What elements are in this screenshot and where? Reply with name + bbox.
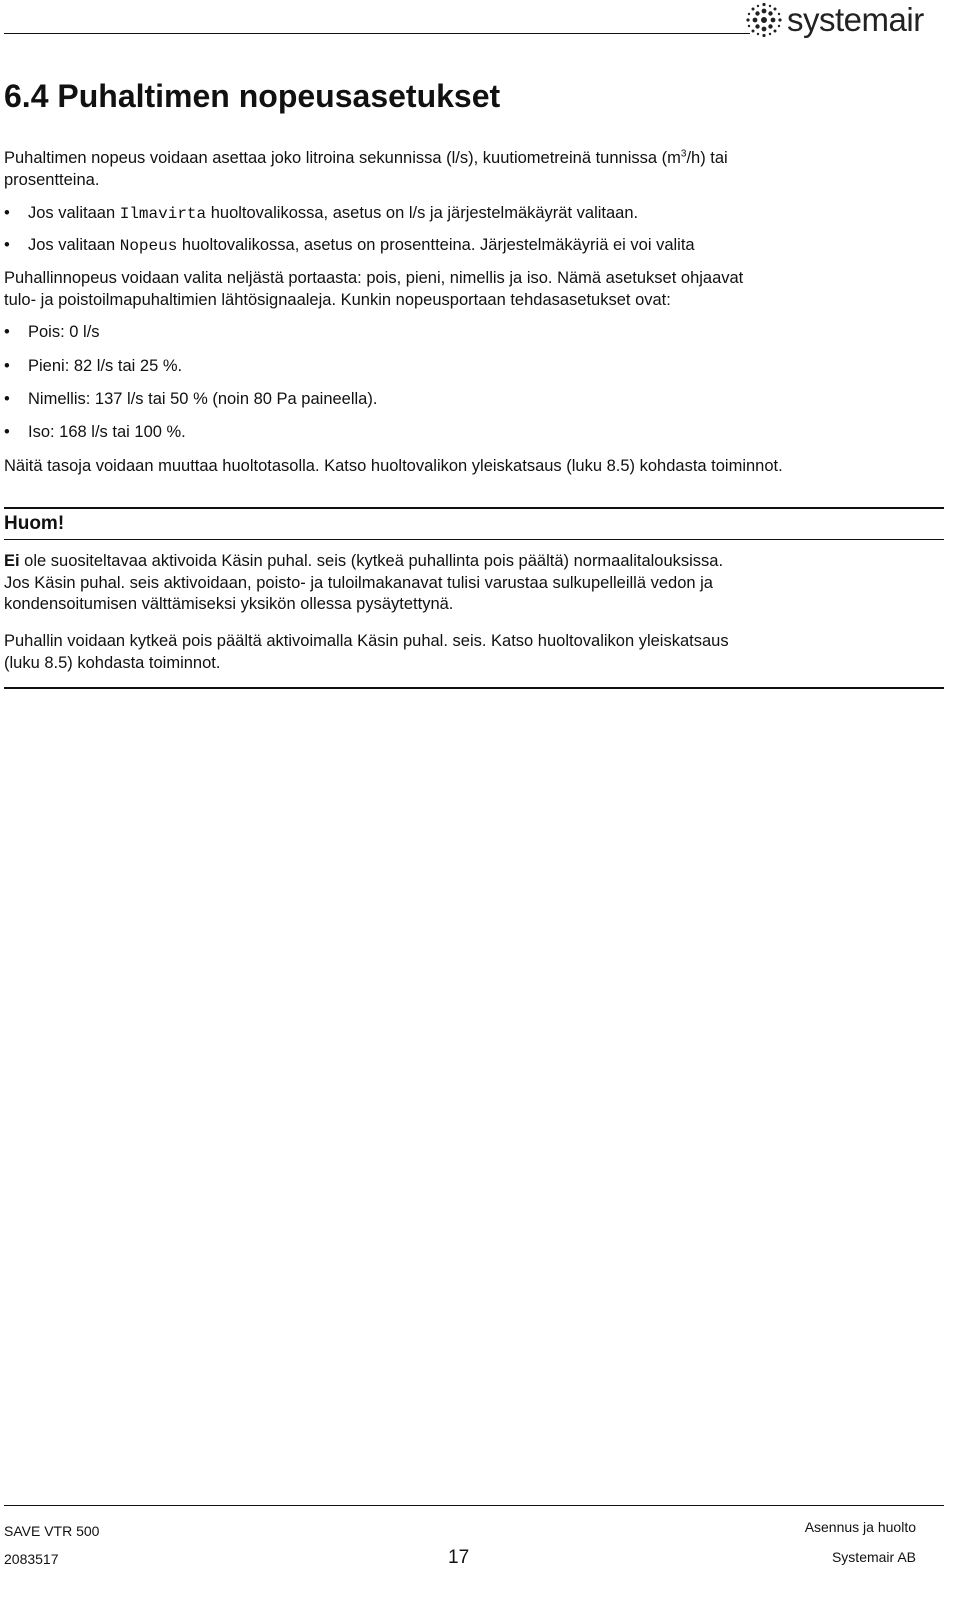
footer-model: SAVE VTR 500 <box>4 1523 100 1539</box>
logo-dots-icon <box>745 2 783 38</box>
speed-low: Pieni: 82 l/s tai 25 %. <box>28 357 183 375</box>
bullet-icon: • <box>4 204 10 222</box>
note-line1: ole suositeltavaa aktivoida Käsin puhal. seis (kytkeä puhallinta pois päältä) normaalitalouksissa. <box>19 552 724 570</box>
bullet-text: huoltovalikossa, asetus on prosentteina. Järjestelmäkäyriä ei voi valita <box>177 236 695 254</box>
footer-rule <box>4 1505 944 1506</box>
bullet-text: Jos valitaan <box>28 204 120 222</box>
note-title-rule <box>4 539 944 540</box>
menu-option-code: Nopeus <box>119 237 178 255</box>
footer-doc-number: 2083517 <box>4 1551 59 1567</box>
footer-company: Systemair AB <box>831 1549 916 1565</box>
note-line5: (luku 8.5) kohdasta toiminnot. <box>4 653 221 672</box>
note-bottom-rule <box>4 687 944 689</box>
speed-line1: Puhallinnopeus voidaan valita neljästä portaasta: pois, pieni, nimellis ja iso. Nämä asetukset ohjaavat <box>4 269 744 287</box>
bullet-icon: • <box>4 423 10 441</box>
note-title: Huom! <box>4 513 65 534</box>
bullet-icon: • <box>4 357 10 375</box>
bullet-text: huoltovalikossa, asetus on l/s ja järjestelmäkäyrät valitaan. <box>206 204 639 222</box>
speed-off: Pois: 0 l/s <box>28 323 100 341</box>
bullet-icon: • <box>4 323 10 341</box>
intro-line2: prosentteina. <box>4 170 100 189</box>
bullet-text: Jos valitaan <box>28 236 120 254</box>
section-heading: 6.4 Puhaltimen nopeusasetukset <box>4 78 501 114</box>
note-top-rule <box>4 507 944 509</box>
header-rule <box>4 33 750 34</box>
intro-paragraph <box>4 148 940 191</box>
bullet-icon: • <box>4 390 10 408</box>
intro-superscript: 3 <box>680 148 687 160</box>
page-number: 17 <box>448 1547 470 1568</box>
logo-wordmark: systemair <box>787 1 924 38</box>
note-line4: Puhallin voidaan kytkeä pois päältä aktivoimalla Käsin puhal. seis. Katso huoltovalikon yleiskatsaus <box>4 632 729 650</box>
intro-line1-a: Puhaltimen nopeus voidaan asettaa joko litroina sekunnissa (l/s), kuutiometreinä tunnissa (m <box>4 149 681 167</box>
speed-paragraph <box>4 268 940 311</box>
speed-high: Iso: 168 l/s tai 100 %. <box>28 423 186 441</box>
note-emphasis: Ei <box>4 552 20 570</box>
footer-section: Asennus ja huolto <box>804 1519 916 1535</box>
menu-option-code: Ilmavirta <box>119 205 207 223</box>
note-line3: kondensoitumisen välttämiseksi yksikön ollessa pysäytettynä. <box>4 595 454 613</box>
note-line2: Jos Käsin puhal. seis aktivoidaan, poisto- ja tuloilmakanavat tulisi varustaa sulkupelleillä vedon ja <box>4 573 713 592</box>
intro-line1-b: /h) tai <box>686 149 728 167</box>
speed-normal: Nimellis: 137 l/s tai 50 % (noin 80 Pa paineella). <box>28 390 378 408</box>
bullet-icon: • <box>4 236 10 254</box>
adjust-paragraph: Näitä tasoja voidaan muuttaa huoltotasolla. Katso huoltovalikon yleiskatsaus (luku 8.5) kohdasta toiminnot. <box>4 457 783 475</box>
systemair-logo <box>745 0 945 40</box>
note-paragraph-1 <box>4 551 940 616</box>
note-paragraph-2 <box>4 631 940 674</box>
speed-line2: tulo- ja poistoilmapuhaltimien lähtösignaaleja. Kunkin nopeusportaan tehdasasetukset ovat: <box>4 290 671 309</box>
